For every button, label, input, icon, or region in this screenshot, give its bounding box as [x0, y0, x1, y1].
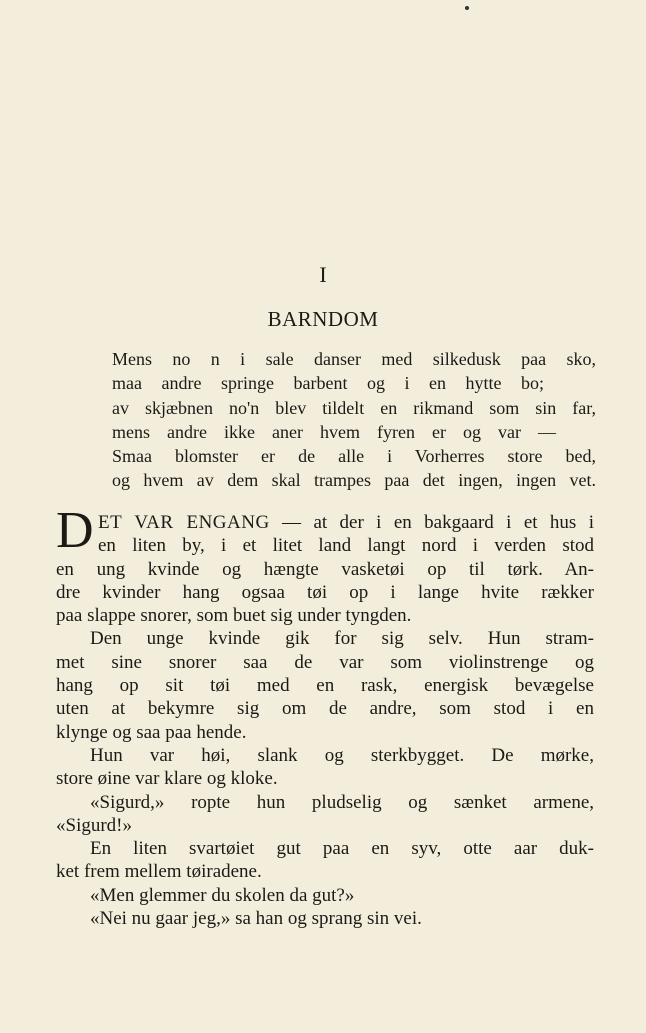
- text-line: klynge og saa paa hende.: [56, 721, 247, 743]
- chapter-number: I: [319, 262, 327, 287]
- poem-line: og hvem av dem skal trampes paa det ingen, ingen vet.: [112, 470, 596, 491]
- poem-line: maa andre springe barbent og i en hytte bo;: [112, 373, 544, 394]
- text-line: En liten svartøiet gut paa en syv, otte aar duk-: [90, 838, 594, 860]
- text-line: Den unge kvinde gik for sig selv. Hun stram-: [90, 628, 594, 650]
- text-line: en ung kvinde og hængte vasketøi op til tørk. An-: [56, 558, 594, 580]
- poem-line: Smaa blomster er de alle i Vorherres store bed,: [112, 446, 596, 467]
- poem-line: Mens no n i sale danser med silkedusk paa sko,: [112, 349, 596, 369]
- text-line: «Sigurd!»: [56, 814, 132, 836]
- text-line: hang op sit tøi med en rask, energisk bevægelse: [56, 675, 594, 697]
- opening-rest: — at der i en bakgaard i et hus i: [269, 512, 594, 533]
- body-text: [56, 502, 594, 930]
- poem-line: mens andre ikke aner hvem fyren er og var —: [112, 421, 556, 442]
- drop-cap: D: [56, 502, 94, 559]
- text-line: «Men glemmer du skolen da gut?»: [90, 884, 355, 906]
- chapter-title: BARNDOM: [267, 307, 379, 331]
- text-line: en liten by, i et litet land langt nord i verden stod: [98, 535, 594, 557]
- text-line: «Sigurd,» ropte hun pludselig og sænket armene,: [90, 791, 594, 813]
- text-line: dre kvinder hang ogsaa tøi op i lange hvite rækker: [56, 581, 594, 603]
- text-line: met sine snorer saa de var som violinstrenge og: [56, 651, 594, 673]
- text-line: «Nei nu gaar jeg,» sa han og sprang sin vei.: [90, 908, 422, 930]
- page-speck: [465, 6, 469, 10]
- text-line: [56, 511, 594, 534]
- poem-line: av skjæbnen no'n blev tildelt en rikmand som sin far,: [112, 397, 596, 418]
- text-line: Hun var høi, slank og sterkbygget. De mørke,: [90, 744, 594, 766]
- text-line: store øine var klare og kloke.: [56, 768, 278, 790]
- text-line: ket frem mellem tøiradene.: [56, 861, 262, 883]
- text-line: uten at bekymre sig om de andre, som stod i en: [56, 698, 594, 720]
- epigraph-poem: [112, 347, 596, 493]
- text-line: paa slappe snorer, som buet sig under tyngden.: [56, 605, 412, 627]
- opening-words: ET VAR ENGANG: [98, 512, 270, 533]
